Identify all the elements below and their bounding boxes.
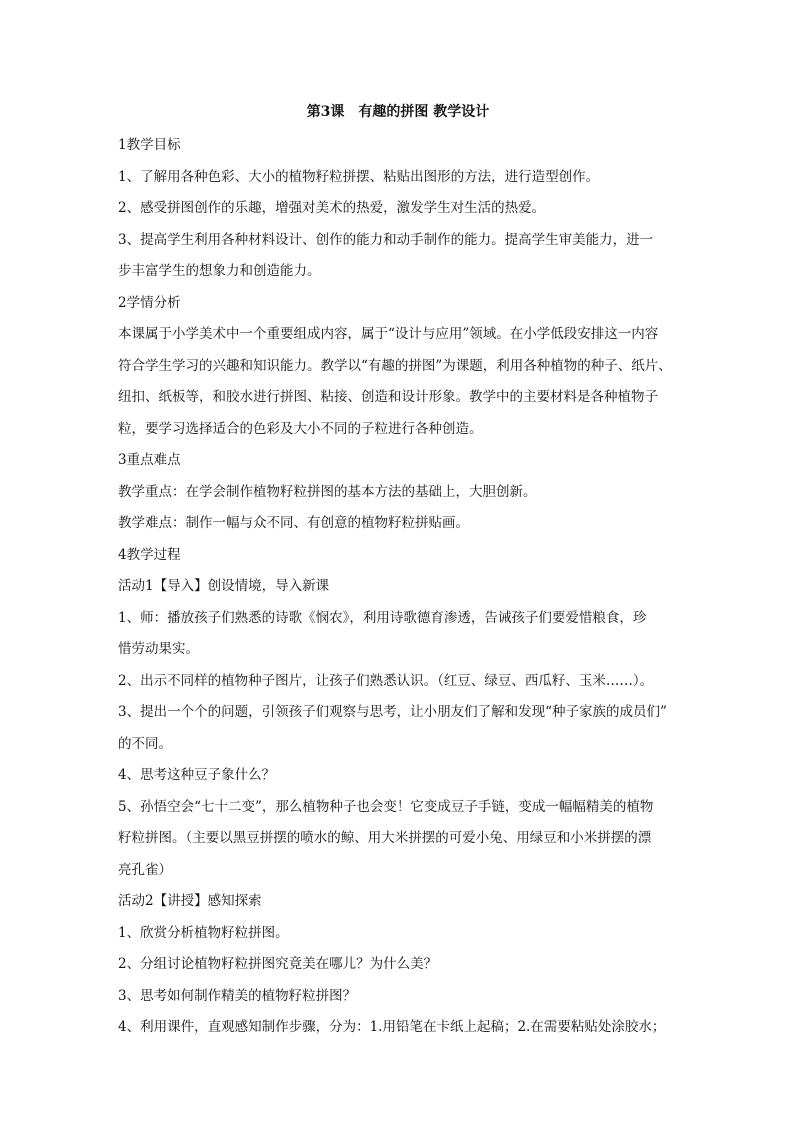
text-line: 符合学生学习的兴趣和知识能力。教学以“有趣的拼图”为课题，利用各种植物的种子、纸片、 (118, 357, 672, 374)
document-page (118, 100, 678, 1044)
document-body (118, 130, 678, 1044)
text-line: 亮孔雀） (118, 861, 172, 878)
text-line: 本课属于小学美术中一个重要组成内容，属于“设计与应用”领域。在小学低段安排这一内容 (118, 326, 659, 342)
text-line: 活动2【讲授】感知探索 (118, 893, 262, 909)
text-line: 2、出示不同样的植物种子图片，让孩子们熟悉认识。（红豆、绿豆、西瓜籽、玉米……）。 (118, 672, 654, 689)
text-line: 2、感受拼图创作的乐趣，增强对美术的热爱，激发学生对生活的热爱。 (118, 200, 546, 216)
text-line: 纽扣、纸板等，和胶水进行拼图、粘接、创造和设计形象。教学中的主要材料是各种植物子 (118, 389, 658, 405)
text-line: 5、孙悟空会“七十二变”，那么植物种子也会变！它变成豆子手链，变成一幅幅精美的植物 (118, 798, 654, 815)
text-line: 教学重点：在学会制作植物籽粒拼图的基本方法的基础上，大胆创新。 (118, 483, 537, 500)
text-line: 4、利用课件，直观感知制作步骤，分为：1.用铅笔在卡纸上起稿；2.在需要粘贴处涂胶水； (118, 1019, 666, 1035)
text-line: 的不同。 (118, 735, 172, 752)
text-line: 粒，要学习选择适合的色彩及大小不同的子粒进行各种创造。 (118, 420, 483, 437)
page-title: 第3课 有趣的拼图 教学设计 (306, 104, 490, 120)
text-line: 3、提出一个个的问题，引领孩子们观察与思考，让小朋友们了解和发现“种子家族的成员们” (118, 704, 667, 720)
text-line: 1教学目标 (118, 137, 181, 153)
text-line: 4教学过程 (118, 546, 181, 563)
text-line: 籽粒拼图。（主要以黑豆拼摆的喷水的鲸、用大米拼摆的可爱小兔、用绿豆和小米拼摆的漂 (118, 830, 652, 846)
text-line: 2学情分析 (118, 294, 181, 311)
text-line: 1、师：播放孩子们熟悉的诗歌《悯农》，利用诗歌德育渗透，告诫孩子们要爱惜粮食，珍 (118, 609, 647, 626)
text-line: 教学难点：制作一幅与众不同、有创意的植物籽粒拼贴画。 (118, 515, 469, 531)
text-line: 3、思考如何制作精美的植物籽粒拼图？ (118, 987, 357, 1004)
text-line: 4、思考这种豆子象什么？ (118, 767, 276, 783)
text-line: 3重点难点 (118, 452, 181, 468)
text-line: 惜劳动果实。 (118, 641, 199, 657)
text-line: 3、提高学生利用各种材料设计、创作的能力和动手制作的能力。提高学生审美能力，进一 (118, 231, 654, 248)
text-line: 2、分组讨论植物籽粒拼图究竟美在哪儿？为什么美？ (118, 956, 438, 972)
text-line: 步丰富学生的想象力和创造能力。 (118, 263, 321, 279)
text-line: 1、欣赏分析植物籽粒拼图。 (118, 924, 289, 941)
text-line: 1、了解用各种色彩、大小的植物籽粒拼摆、粘贴出图形的方法，进行造型创作。 (118, 168, 600, 185)
text-line: 活动1【导入】创设情境，导入新课 (118, 578, 330, 594)
